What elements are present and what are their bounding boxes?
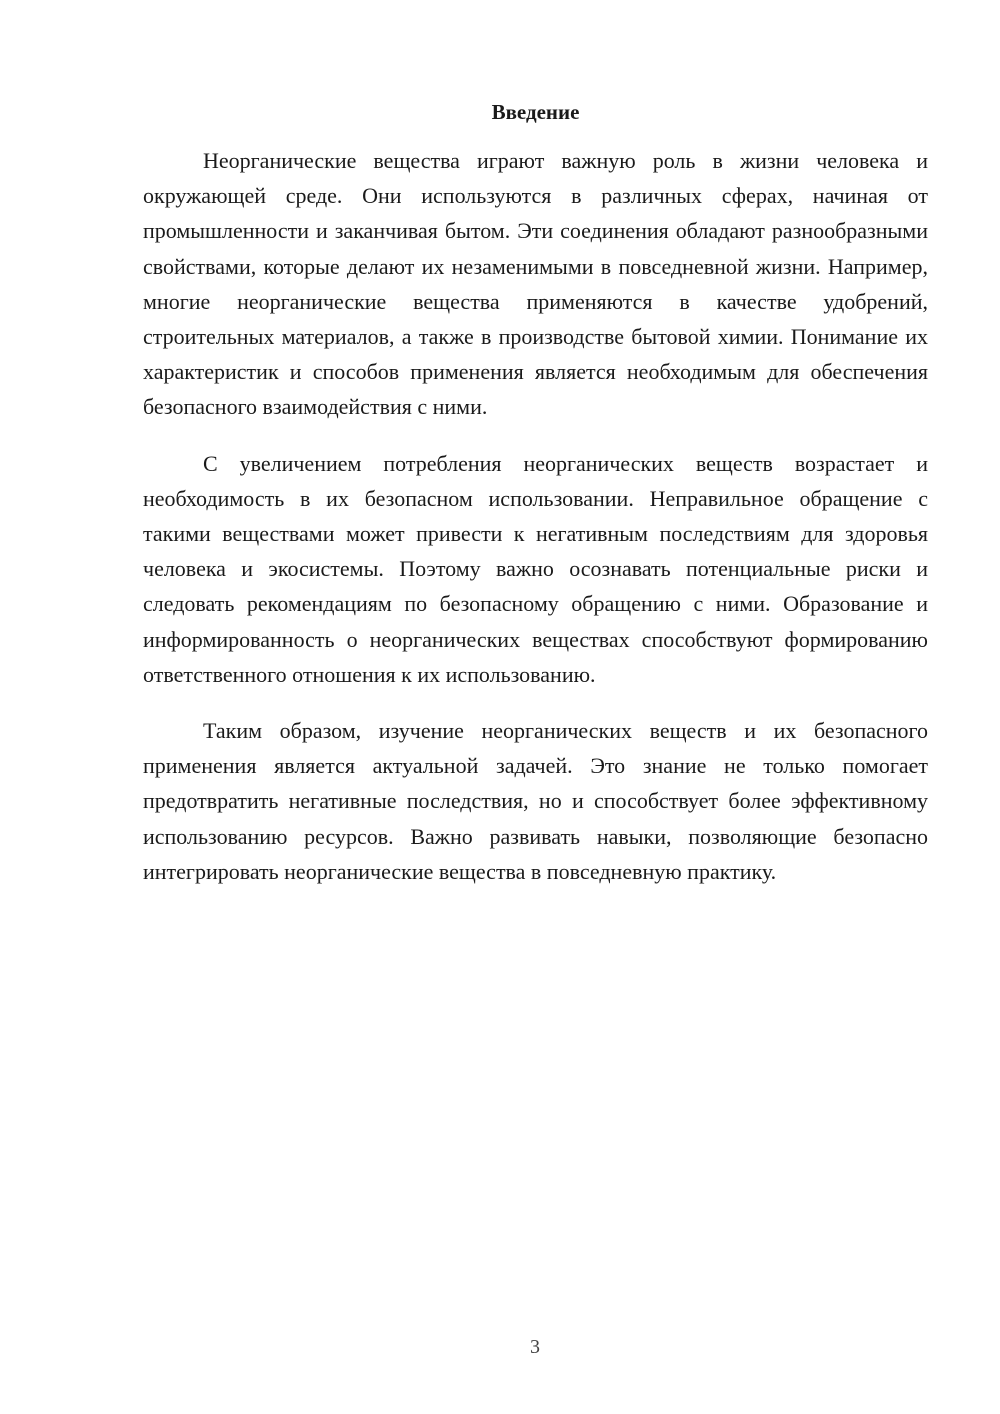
body-text <box>143 143 928 910</box>
paragraph-3: Таким образом, изучение неорганических веществ и их безопасного применения является актуальной задачей. Это знание не только помогает предотвратить негативные последствия, но и способствует более эффективному использованию ресурсов. Важно развивать навыки, позволяющие безопасно интегрировать неорганические вещества в повседневную практику. <box>143 718 928 884</box>
paragraph-2: С увеличением потребления неорганических веществ возрастает и необходимость в их безопасном использовании. Неправильное обращение с такими веществами может привести к негативным последствиям для здоровья человека и экосистемы. Поэтому важно осознавать потенциальные риски и следовать рекомендациям по безопасному обращению с ними. Образование и информированность о неорганических веществах способствуют формированию ответственного отношения к их использованию. <box>143 450 928 687</box>
paragraph-1: Неорганические вещества играют важную роль в жизни человека и окружающей среде. Они используются в различных сферах, начиная от промышленности и заканчивая бытом. Эти соединения обладают разнообразными свойствами, которые делают их незаменимыми в повседневной жизни. Например, многие неорганические вещества применяются в качестве удобрений, строительных материалов, а также в производстве бытовой химии. Понимание их характеристик и способов применения является необходимым для обеспечения безопасного взаимодействия с ними. <box>143 148 928 420</box>
section-heading: Введение <box>491 100 580 124</box>
page-number: 3 <box>530 1336 540 1358</box>
